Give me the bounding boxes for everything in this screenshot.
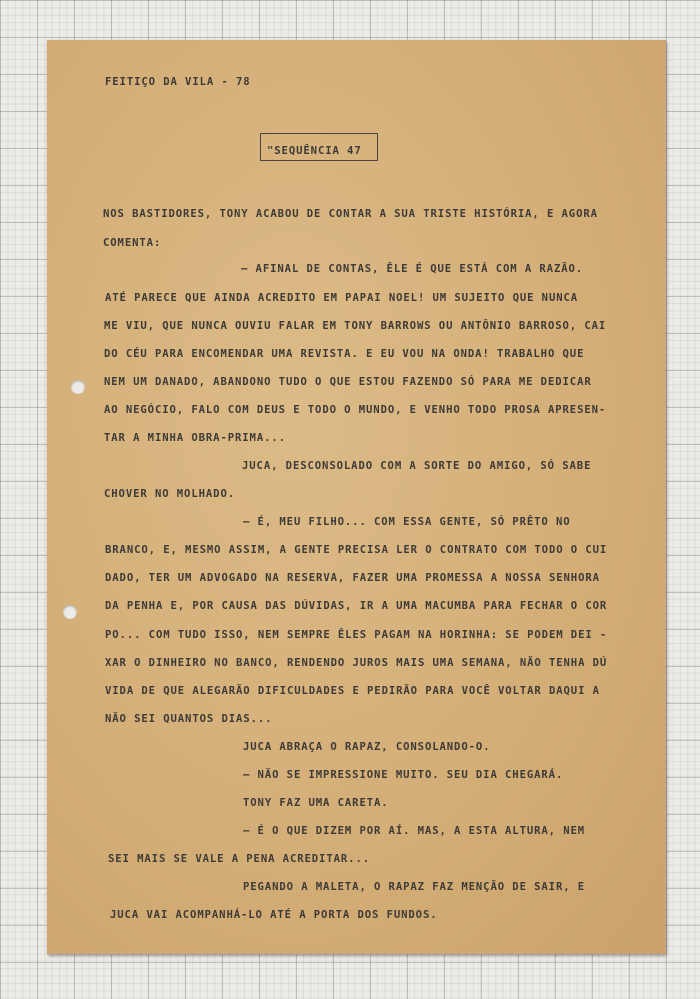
text-line: COMENTA: xyxy=(103,237,162,249)
text-line: BRANCO, E, MESMO ASSIM, A GENTE PRECISA LER O CONTRATO COM TODO O CUI xyxy=(105,544,608,556)
text-line: PEGANDO A MALETA, O RAPAZ FAZ MENÇÃO DE SAIR, E xyxy=(243,881,586,893)
text-line: — AFINAL DE CONTAS, ÊLE É QUE ESTÁ COM A RAZÃO. xyxy=(241,263,584,275)
text-line: DA PENHA E, POR CAUSA DAS DÚVIDAS, IR A UMA MACUMBA PARA FECHAR O COR xyxy=(105,600,608,612)
text-line: JUCA, DESCONSOLADO COM A SORTE DO AMIGO, SÓ SABE xyxy=(242,460,592,472)
text-line: DADO, TER UM ADVOGADO NA RESERVA, FAZER UMA PROMESSA A NOSSA SENHORA xyxy=(105,572,600,584)
text-line: JUCA VAI ACOMPANHÁ-LO ATÉ A PORTA DOS FUNDOS. xyxy=(110,909,438,921)
text-line: — É, MEU FILHO... COM ESSA GENTE, SÓ PRÊTO NO xyxy=(243,516,571,528)
text-line: SEI MAIS SE VALE A PENA ACREDITAR... xyxy=(108,853,371,865)
text-line: PO... COM TUDO ISSO, NEM SEMPRE ÊLES PAGAM NA HORINHA: SE PODEM DEI - xyxy=(105,629,608,641)
sequence-label: "SEQUÊNCIA 47 xyxy=(267,145,362,157)
text-line: AO NEGÓCIO, FALO COM DEUS E TODO O MUNDO, E VENHO TODO PROSA APRESEN- xyxy=(104,404,607,416)
text-line: XAR O DINHEIRO NO BANCO, RENDENDO JUROS MAIS UMA SEMANA, NÃO TENHA DÚ xyxy=(105,657,608,669)
punch-hole-bottom xyxy=(63,605,77,619)
text-line: VIDA DE QUE ALEGARÃO DIFICULDADES E PEDIRÃO PARA VOCÊ VOLTAR DAQUI A xyxy=(105,685,600,697)
text-line: TAR A MINHA OBRA-PRIMA... xyxy=(104,432,286,444)
text-line: DO CÉU PARA ENCOMENDAR UMA REVISTA. E EU VOU NA ONDA! TRABALHO QUE xyxy=(104,348,585,360)
text-line: NÃO SEI QUANTOS DIAS... xyxy=(105,713,273,725)
text-line: NEM UM DANADO, ABANDONO TUDO O QUE ESTOU FAZENDO SÓ PARA ME DEDICAR xyxy=(104,376,592,388)
text-line: CHOVER NO MOLHADO. xyxy=(104,488,236,500)
punch-hole-top xyxy=(71,380,85,394)
text-line: TONY FAZ UMA CARETA. xyxy=(243,797,389,809)
text-line: ME VIU, QUE NUNCA OUVIU FALAR EM TONY BARROWS OU ANTÔNIO BARROSO, CAI xyxy=(104,320,607,332)
page-header: FEITIÇO DA VILA - 78 xyxy=(105,76,251,88)
text-line: JUCA ABRAÇA O RAPAZ, CONSOLANDO-O. xyxy=(243,741,491,753)
text-line: — É O QUE DIZEM POR AÍ. MAS, A ESTA ALTURA, NEM xyxy=(243,825,586,837)
text-line: NOS BASTIDORES, TONY ACABOU DE CONTAR A SUA TRISTE HISTÓRIA, E AGORA xyxy=(103,208,598,220)
text-line: — NÃO SE IMPRESSIONE MUITO. SEU DIA CHEGARÁ. xyxy=(243,769,564,781)
text-line: ATÉ PARECE QUE AINDA ACREDITO EM PAPAI NOEL! UM SUJEITO QUE NUNCA xyxy=(105,292,579,304)
typewritten-page xyxy=(47,40,666,954)
